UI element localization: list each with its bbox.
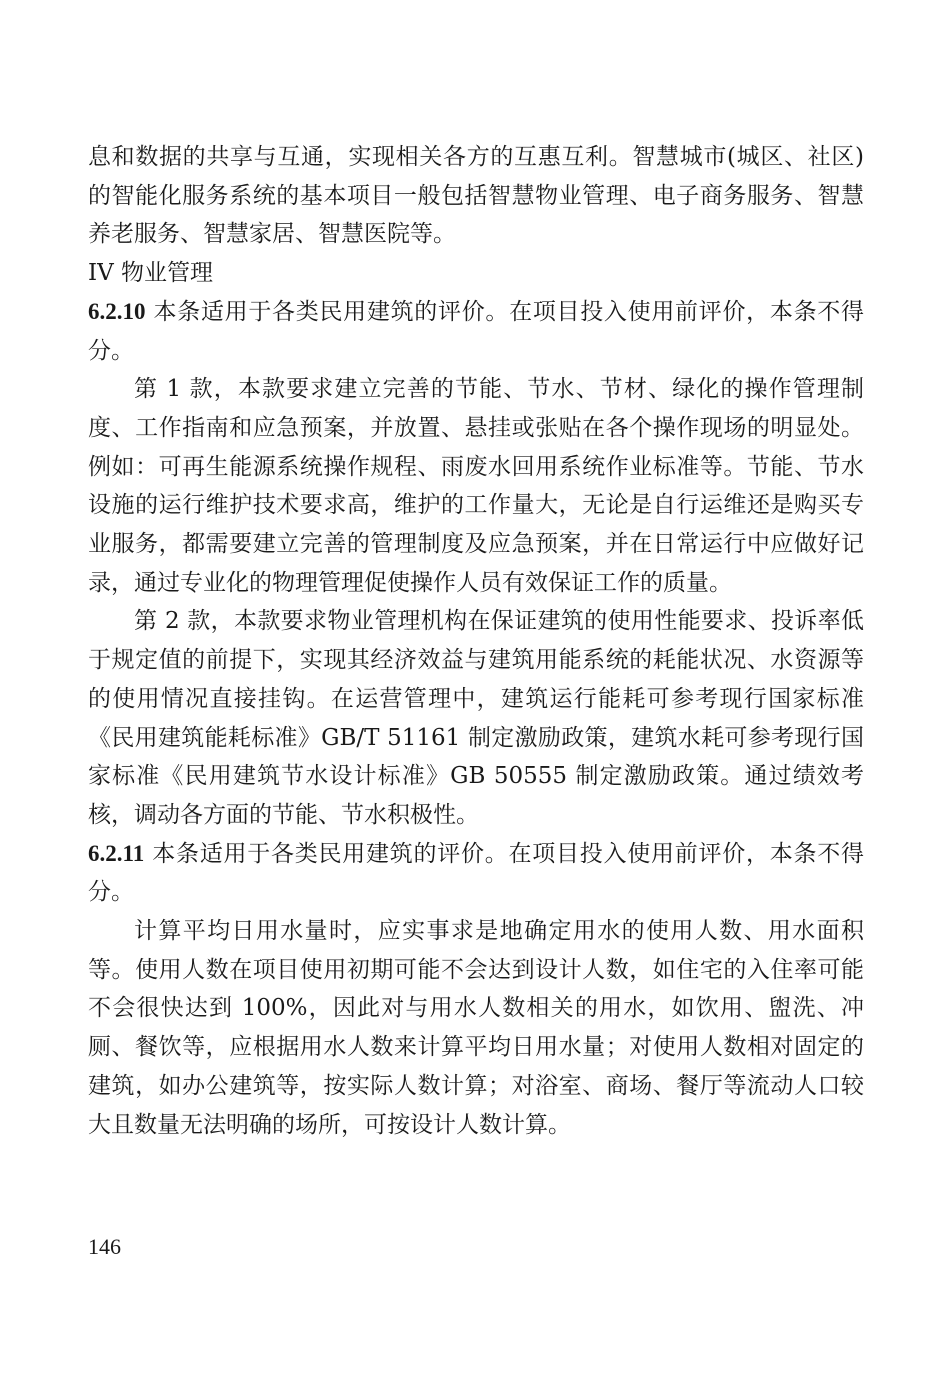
clause-text: 本条适用于各类民用建筑的评价。在项目投入使用前评价，本条不得分。 [88, 298, 864, 364]
clause-number: 6.2.10 [88, 298, 146, 324]
paragraph-intro: 息和数据的共享与互通，实现相关各方的互惠互利。智慧城市(城区、社区)的智能化服务系统的基本项目一般包括智慧物业管理、电子商务服务、智慧养老服务、智慧家居、智慧医院等。 [88, 144, 864, 248]
body-text [88, 138, 864, 1144]
paragraph-item-2: 第 2 款，本款要求物业管理机构在保证建筑的使用性能要求、投诉率低于规定值的前提下，实现其经济效益与建筑用能系统的耗能状况、水资源等的使用情况直接挂钩。在运营管理中，建筑运行能耗可参考现行国家标准《民用建筑能耗标准》GB/T 51161 制定激励政策，建筑水耗可参考现行国家标准《民用建筑节水设计标准》GB 50555 制定激励政策。通过绩效考核，调动各方面的节能、节水积极性。 [88, 608, 864, 828]
clause-6-2-10 [88, 293, 864, 370]
clause-6-2-11 [88, 835, 864, 912]
paragraph-item-1: 第 1 款，本款要求建立完善的节能、节水、节材、绿化的操作管理制度、工作指南和应急预案，并放置、悬挂或张贴在各个操作现场的明显处。例如：可再生能源系统操作规程、雨废水回用系统作业标准等。节能、节水设施的运行维护技术要求高，维护的工作量大，无论是自行运维还是购买专业服务，都需要建立完善的管理制度及应急预案，并在日常运行中应做好记录，通过专业化的物理管理促使操作人员有效保证工作的质量。 [88, 376, 864, 596]
clause-number: 6.2.11 [88, 840, 145, 866]
page-number: 146 [88, 1234, 121, 1259]
clause-text: 本条适用于各类民用建筑的评价。在项目投入使用前评价，本条不得分。 [88, 840, 864, 906]
section-heading: IV 物业管理 [88, 260, 214, 287]
paragraph-water-calc: 计算平均日用水量时，应实事求是地确定用水的使用人数、用水面积等。使用人数在项目使用初期可能不会达到设计人数，如住宅的入住率可能不会很快达到 100%，因此对与用水人数相关的用水，如饮用、盥洗、冲厕、餐饮等，应根据用水人数来计算平均日用水量；对使用人数相对固定的建筑，如办公建筑等，按实际人数计算；对浴室、商场、餐厅等流动人口较大且数量无法明确的场所，可按设计人数计算。 [88, 918, 864, 1138]
